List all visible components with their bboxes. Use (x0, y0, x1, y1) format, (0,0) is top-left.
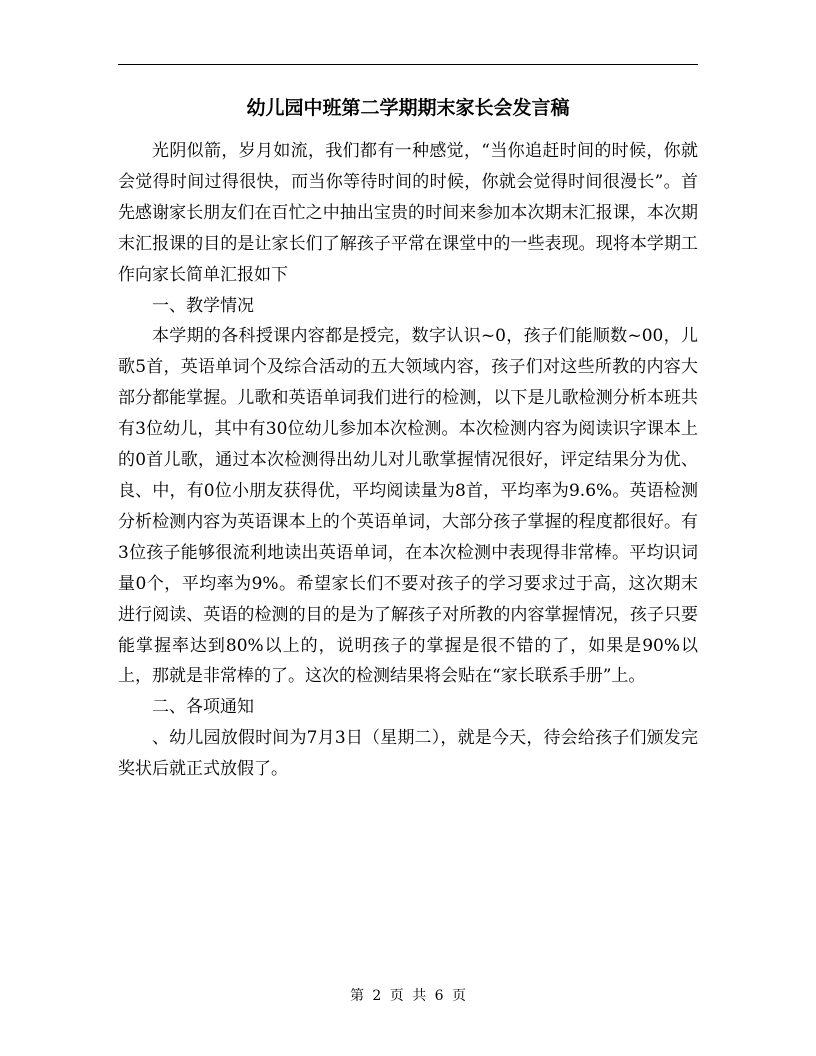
intro-paragraph: 光阴似箭，岁月如流，我们都有一种感觉，“当你追赶时间的时候，你就会觉得时间过得很快，而当你等待时间的时候，你就会觉得时间很漫长”。首先感谢家长朋友们在百忙之中抽出宝贵的时间来参加本次期末汇报课，本次期末汇报课的目的是让家长们了解孩子平常在课堂中的一些表现。现将本学期工作向家长简单汇报如下 (118, 141, 698, 285)
page-number-footer: 第 2 页 共 6 页 (349, 988, 467, 1004)
document-body (118, 136, 698, 785)
section-heading-teaching: 一、教学情况 (152, 295, 254, 316)
header-rule (118, 64, 698, 65)
notice-paragraph: 、幼儿园放假时间为7月3日（星期二），就是今天，待会给孩子们颁发完奖状后就正式放假了。 (118, 728, 698, 780)
section-heading-notices: 二、各项通知 (152, 697, 254, 718)
document-title: 幼儿园中班第二学期期末家长会发言稿 (246, 97, 570, 119)
teaching-paragraph: 本学期的各科授课内容都是授完，数字认识~0，孩子们能顺数~00，儿歌5首，英语单词个及综合活动的五大领域内容，孩子们对这些所教的内容大部分都能掌握。儿歌和英语单词我们进行的检测，以下是儿歌检测分析本班共有3位幼儿，其中有30位幼儿参加本次检测。本次检测内容为阅读识字课本上的0首儿歌，通过本次检测得出幼儿对儿歌掌握情况很好，评定结果分为优、良、中，有0位小朋友获得优，平均阅读量为8首，平均率为9.6%。英语检测分析检测内容为英语课本上的个英语单词，大部分孩子掌握的程度都很好。有3位孩子能够很流利地读出英语单词，在本次检测中表现得非常棒。平均识词量0个，平均率为9%。希望家长们不要对孩子的学习要求过于高，这次期末进行阅读、英语的检测的目的是为了解孩子对所教的内容掌握情况，孩子只要能掌握率达到80%以上的，说明孩子的掌握是很不错的了，如果是90%以上，那就是非常棒的了。这次的检测结果将会贴在“家长联系手册”上。 (118, 326, 698, 687)
